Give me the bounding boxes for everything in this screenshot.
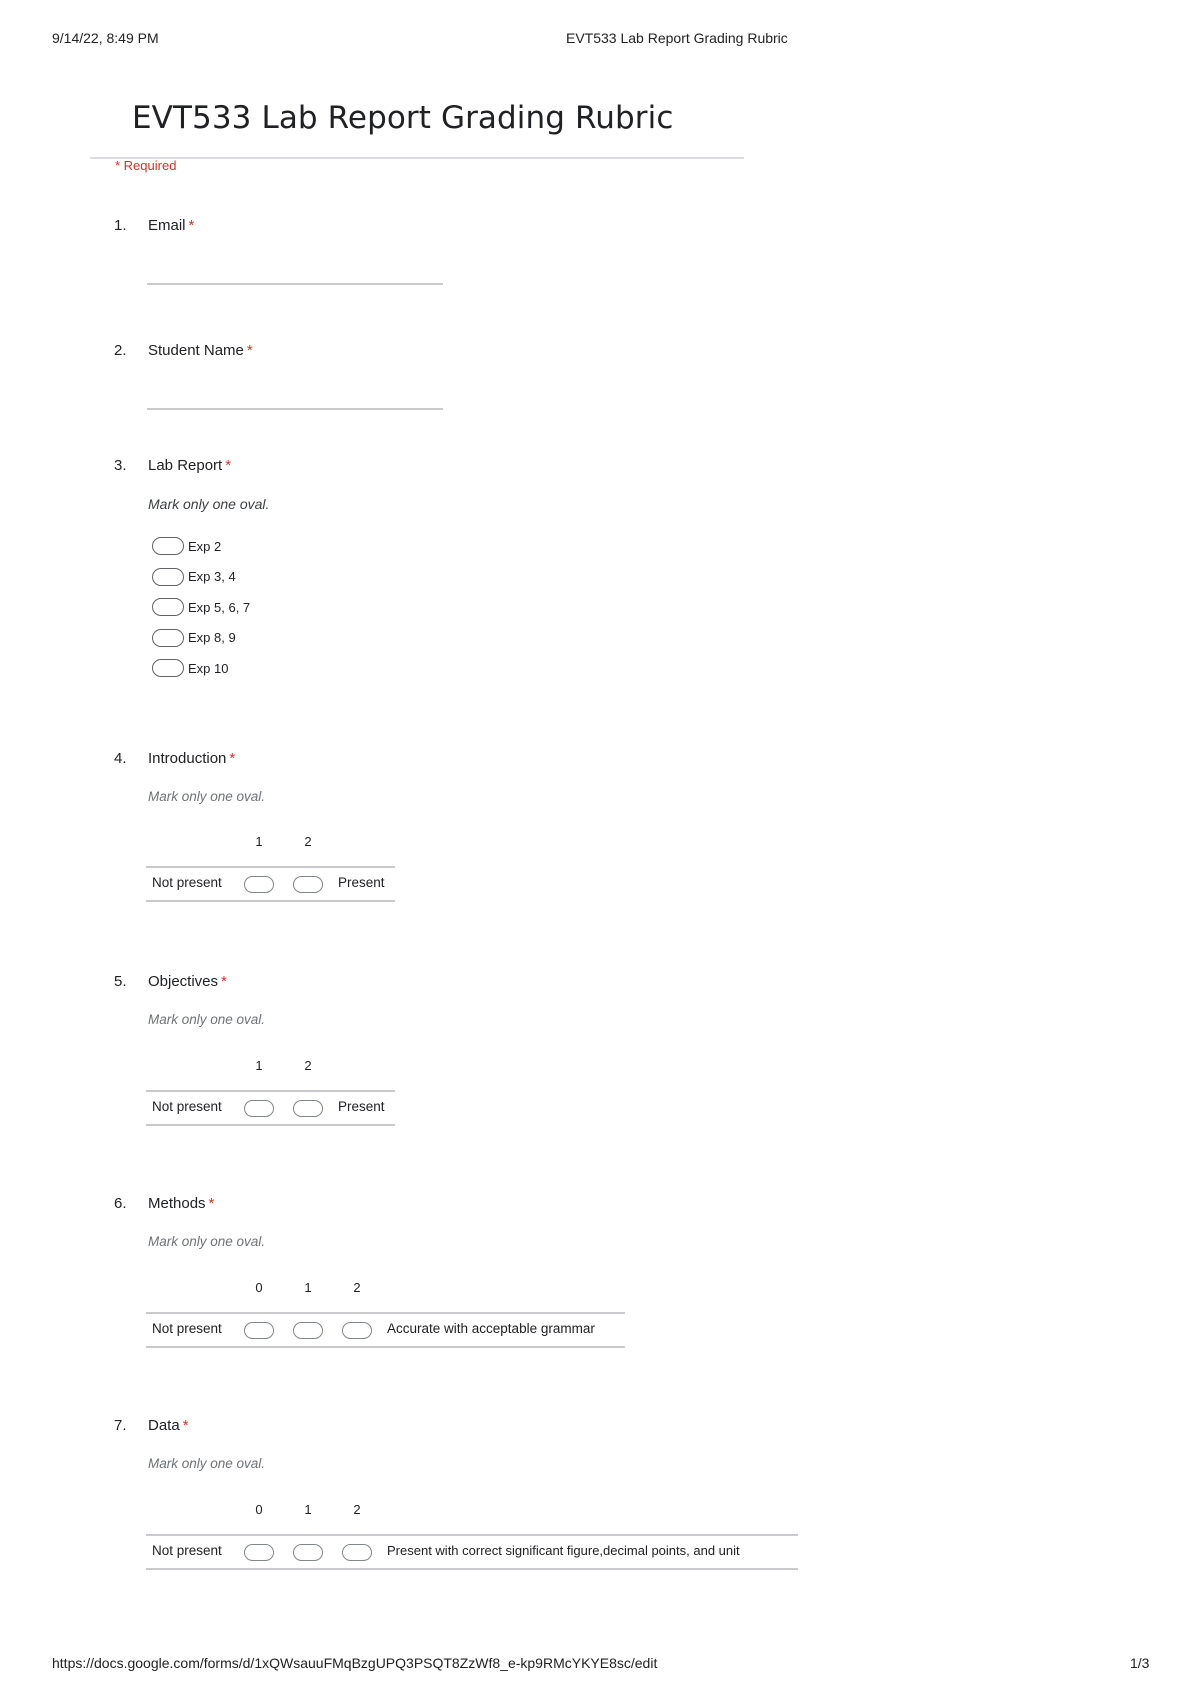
scale-number: 2 [304, 834, 312, 849]
scale-number: 2 [304, 1058, 312, 1073]
radio-option-exp-8-9[interactable] [152, 627, 250, 649]
form-title: EVT533 Lab Report Grading Rubric [132, 100, 674, 136]
question-hint: Mark only one oval. [148, 1456, 266, 1471]
scale-low-label: Not present [152, 1099, 222, 1114]
scale-radio-2[interactable] [342, 1322, 372, 1339]
question-number: 6. [114, 1195, 127, 1212]
radio-oval[interactable] [152, 598, 184, 616]
radio-oval[interactable] [152, 568, 184, 586]
required-star: * [182, 1417, 189, 1434]
option-label: Exp 5, 6, 7 [188, 599, 251, 615]
title-divider [90, 157, 744, 159]
scale-number: 1 [304, 1502, 312, 1517]
radio-option-exp-5-6-7[interactable] [152, 596, 250, 618]
radio-option-exp-10[interactable] [152, 657, 250, 679]
option-label: Exp 3, 4 [188, 569, 236, 584]
question-number: 5. [114, 973, 127, 990]
option-label: Exp 10 [188, 660, 229, 676]
print-url: https://docs.google.com/forms/d/1xQWsauuFMqBzgUPQ3PSQT8ZzWf8_e-kp9RMcYKYE8sc/edit [52, 1655, 658, 1671]
student-name-input[interactable] [147, 408, 443, 410]
scale-low-label: Not present [152, 1321, 222, 1336]
required-star: * [188, 217, 195, 234]
radio-oval[interactable] [152, 629, 184, 647]
scale-number: 1 [255, 834, 263, 849]
scale-high-label: Present [338, 875, 385, 890]
print-datetime: 9/14/22, 8:49 PM [52, 30, 159, 46]
question-hint: Mark only one oval. [148, 789, 266, 804]
scale-number: 1 [255, 1058, 263, 1073]
lab-report-options [152, 535, 250, 679]
required-star: * [225, 457, 232, 474]
question-number: 3. [114, 457, 127, 474]
scale-radio-1[interactable] [244, 876, 274, 893]
radio-option-exp-2[interactable] [152, 535, 250, 557]
radio-oval[interactable] [152, 659, 184, 677]
scale-number: 0 [255, 1280, 263, 1295]
required-note: * Required [115, 158, 177, 173]
option-label: Exp 2 [188, 538, 222, 554]
scale-high-label: Present [338, 1099, 385, 1114]
question-student-name-label: Student Name * [148, 342, 253, 359]
question-email-label: Email * [148, 217, 195, 234]
question-number: 4. [114, 750, 127, 767]
scale-radio-2[interactable] [293, 1100, 323, 1117]
introduction-scale [146, 834, 395, 902]
scale-radio-0[interactable] [244, 1322, 274, 1339]
scale-number: 1 [304, 1280, 312, 1295]
objectives-scale [146, 1058, 395, 1126]
data-scale [146, 1502, 798, 1570]
scale-high-label: Accurate with acceptable grammar [387, 1321, 595, 1336]
question-objectives-label: Objectives * [148, 973, 227, 990]
scale-radio-1[interactable] [293, 1544, 323, 1561]
methods-scale [146, 1280, 625, 1348]
required-star: * [246, 342, 253, 359]
question-hint: Mark only one oval. [148, 496, 270, 512]
scale-number: 0 [255, 1502, 263, 1517]
question-methods-label: Methods * [148, 1195, 215, 1212]
question-lab-report-label: Lab Report * [148, 457, 232, 474]
question-hint: Mark only one oval. [148, 1012, 266, 1027]
required-star: * [229, 750, 236, 767]
print-doc-title: EVT533 Lab Report Grading Rubric [566, 30, 788, 46]
scale-high-label: Present with correct significant figure,decimal points, and unit [387, 1543, 740, 1558]
question-number: 2. [114, 342, 127, 359]
scale-number: 2 [353, 1502, 361, 1517]
question-data-label: Data * [148, 1417, 189, 1434]
scale-low-label: Not present [152, 1543, 222, 1558]
option-label: Exp 8, 9 [188, 630, 236, 645]
required-star: * [221, 973, 227, 990]
question-number: 1. [114, 217, 127, 234]
scale-radio-1[interactable] [244, 1100, 274, 1117]
radio-oval[interactable] [152, 537, 184, 555]
question-number: 7. [114, 1417, 127, 1434]
scale-number: 2 [353, 1280, 361, 1295]
email-input[interactable] [147, 283, 443, 285]
scale-radio-2[interactable] [342, 1544, 372, 1561]
print-page-number: 1/3 [1130, 1655, 1150, 1671]
scale-low-label: Not present [152, 875, 222, 890]
scale-radio-2[interactable] [293, 876, 323, 893]
question-introduction-label: Introduction * [148, 750, 236, 767]
radio-option-exp-3-4[interactable] [152, 566, 250, 588]
scale-radio-1[interactable] [293, 1322, 323, 1339]
question-hint: Mark only one oval. [148, 1234, 266, 1249]
required-star: * [208, 1195, 215, 1212]
scale-radio-0[interactable] [244, 1544, 274, 1561]
